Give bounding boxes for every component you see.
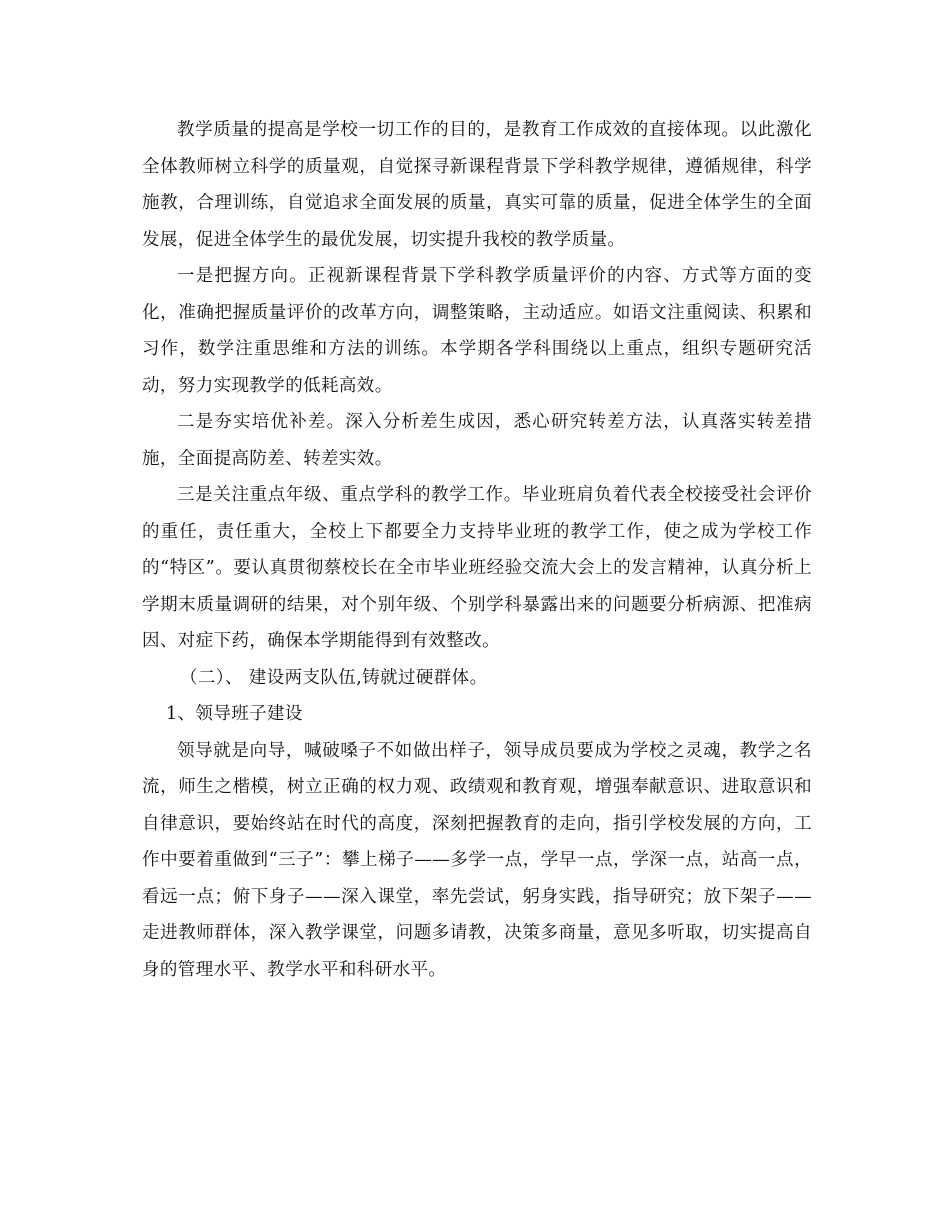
paragraph-grasp-direction: 一是把握方向。正视新课程背景下学科教学质量评价的内容、方式等方面的变化，准确把握质量评价的改革方向，调整策略，主动适应。如语文注重阅读、积累和习作，数学注重思维和方法的训练。本学期各学科围绕以上重点，组织专题研究活动，努力实现教学的低耗高效。 [142, 266, 812, 396]
paragraph-key-grades: 三是关注重点年级、重点学科的教学工作。毕业班肩负着代表全校接受社会评价的重任，责任重大，全校上下都要全力支持毕业班的教学工作，使之成为学校工作的“特区”。要认真贯彻蔡校长在全市毕业班经验交流大会上的发言精神，认真分析上学期末质量调研的结果，对个别年级、个别学科暴露出来的问题要分析病源、把准病因、对症下药，确保本学期能得到有效整改。 [142, 485, 812, 651]
paragraph-cultivate-top-students: 二是夯实培优补差。深入分析差生成因，悉心研究转差方法，认真落实转差措施，全面提高防差、转差实效。 [142, 412, 812, 469]
subheading-leadership: 1、领导班子建设 [166, 704, 303, 724]
paragraph-teaching-quality: 教学质量的提高是学校一切工作的目的，是教育工作成效的直接体现。以此激化全体教师树立科学的质量观，自觉探寻新课程背景下学科教学规律，遵循规律，科学施教，合理训练，自觉追求全面发展的质量，真实可靠的质量，促进全体学生的全面发展，促进全体学生的最优发展，切实提升我校的教学质量。 [142, 120, 812, 250]
document-body [142, 112, 812, 988]
paragraph-leadership: 领导就是向导，喊破嗓子不如做出样子，领导成员要成为学校之灵魂，教学之名流，师生之楷模，树立正确的权力观、政绩观和教育观，增强奉献意识、进取意识和自律意识，要始终站在时代的高度，深刻把握教育的走向，指引学校发展的方向，工作中要着重做到“三子”：攀上梯子——多学一点，学早一点，学深一点，站高一点，看远一点；俯下身子——深入课堂，率先尝试，躬身实践，指导研究；放下架子——走进教师群体，深入教学课堂，问题多请教，决策多商量，意见多听取，切实提高自身的管理水平、教学水平和科研水平。 [142, 740, 812, 980]
section-heading-two-teams: （二）、 建设两支队伍,铸就过硬群体。 [180, 667, 488, 688]
